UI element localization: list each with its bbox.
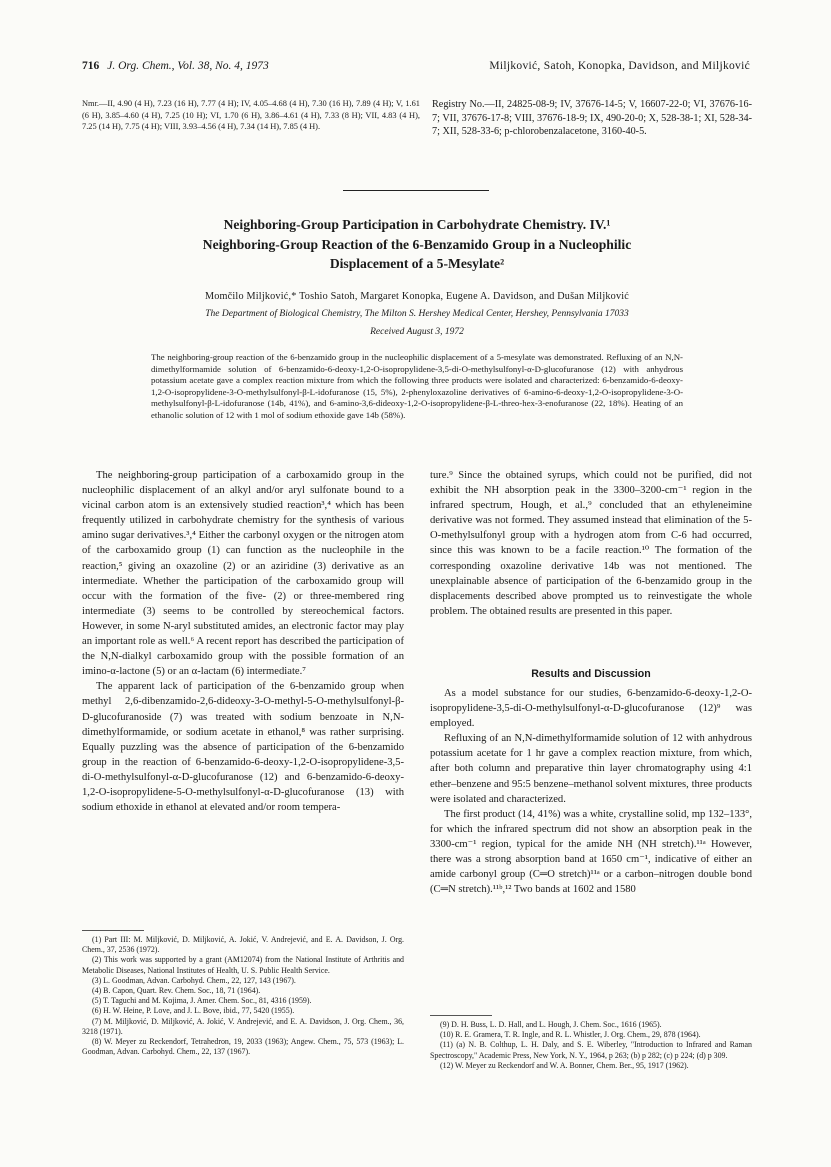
footnote: (5) T. Taguchi and M. Kojima, J. Amer. Chem. Soc., 81, 4316 (1959). bbox=[92, 996, 312, 1006]
footnote: (4) B. Capon, Quart. Rev. Chem. Soc., 18, 71 (1964). bbox=[92, 986, 261, 996]
paragraph: As a model substance for our studies, 6-benzamido-6-deoxy-1,2-O-isopropylidene-3,5-di-O-methylsulfonyl-α-D-glucofuranose (12)⁹ was employed. bbox=[430, 688, 752, 730]
running-head bbox=[82, 60, 750, 76]
footnote: (10) R. E. Gramera, T. R. Ingle, and R. L. Whistler, J. Org. Chem., 29, 878 (1964). bbox=[440, 1030, 701, 1040]
title-line-2: Neighboring-Group Reaction of the 6-Benzamido Group in a Nucleophilic bbox=[202, 236, 632, 252]
paragraph: The apparent lack of participation of the 6-benzamido group when methyl 2,6-dibenzamido-2,6-dideoxy-3-O-methyl-5-O-methylsulfonyl-β-D-glucofuranoside (7) was treated with sodium benzoate in N,N-dimethylformamide, or sodium acetate in ethanol,⁸ was rather surprising. Equally puzzling was the absence of participation of the 6-benzamido group in the reaction of 6-benzamido-6-deoxy-1,2-O-isopropylidene-3,5-di-O-methylsulfonyl-α-D-glucofuranose (12) and 6-benzamido-6-deoxy-1,2-O-isopropylidene-5-O-methylsulfonyl-α-D-glucofuranose (13) with sodium ethoxide in ethanol at elevated and/or room tempera- bbox=[82, 681, 404, 814]
paragraph: ture.⁹ Since the obtained syrups, which could not be purified, did not exhibit the NH absorption peak in the 3300–3200-cm⁻¹ region in the infrared spectrum, Hough, et al.,⁹ concluded that an ethyleneimine derivative was not formed. They assumed instead that elimination of the 5-O-methylsulfonyl group with a hydrogen atom from C-6 had occurred, since this was known to be a facile reaction.¹⁰ The formation of the corresponding oxazoline derivative 14b was not mentioned. The unexplainable absence of participation of the 6-benzamido group in the displacements described above prompted us to reinvestigate the whole problem. The obtained results are presented in this paper. bbox=[430, 470, 752, 617]
body-column-right bbox=[430, 468, 752, 619]
title-line-3: Displacement of a 5-Mesylate² bbox=[329, 256, 505, 271]
footnote: (9) D. H. Buss, L. D. Hall, and L. Hough, J. Chem. Soc., 1616 (1965). bbox=[440, 1020, 662, 1029]
abstract: The neighboring-group reaction of the 6-benzamido group in the nucleophilic displacement of a 5-mesylate was demonstrated. Refluxing of an N,N-dimethylformamide solution of 6-benzamido-6-deoxy-1,2-O-isopropylidene-3,5-di-O-methylsulfonyl-α-D-glucofuranose (12) with anhydrous potassium acetate gave a complex reaction mixture from which the following three products were isolated and characterized: 6-benzamido-6-deoxy-1,2-O-isopropylidene-3-O-methylsulfonyl-β-L-idofuranose (15, 5%), 2-phenyloxazoline derivatives of 6-amino-6-deoxy-1,2-O-isopropylidene-3-O-methylsulfonyl-β-L-idofuranose (14b, 41%), and 6-amino-3,6-dideoxy-1,2-O-isopropylidene-β-L-threo-hex-3-enofuranose (22, 18%). Heating of an ethanolic solution of 12 with 1 mol of sodium ethoxide gave 14b (58%). bbox=[151, 352, 683, 420]
nmr-data: Nmr.—II, 4.90 (4 H), 7.23 (16 H), 7.77 (4 H); IV, 4.05–4.68 (4 H), 7.30 (16 H), 7.89 (4 H); V, 1.61 (6 H), 3.85–4.60 (4 H), 7.25 (10 H); VI, 1.70 (6 H), 3.86–4.61 (4 H), 7.33 (8 H); VII, 4.83 (4 H), 7.25 (14 H), 7.75 (4 H); VIII, 3.93–4.56 (4 H), 7.34 (14 H), 7.85 (4 H). bbox=[82, 99, 420, 132]
affiliation: The Department of Biological Chemistry, The Milton S. Hershey Medical Center, Hershey, Pennsylvania 17033 bbox=[205, 309, 629, 319]
footnote: (3) L. Goodman, Advan. Carbohyd. Chem., 22, 127, 143 (1967). bbox=[92, 975, 296, 985]
journal-citation: J. Org. Chem., Vol. 38, No. 4, 1973 bbox=[107, 60, 269, 72]
author-list: Momčilo Miljković,* Toshio Satoh, Margaret Konopka, Eugene A. Davidson, and Dušan Miljković bbox=[205, 291, 629, 302]
footnote: (1) Part III: M. Miljković, D. Miljković, A. Jokić, V. Andrejević, and E. A. Davidson, J. Org. Chem., 37, 2536 (1972). bbox=[82, 935, 404, 955]
footnote: (2) This work was supported by a grant (AM12074) from the National Institute of Arthritis and Metabolic Diseases, National Institutes of Health, U. S. Public Health Service. bbox=[82, 955, 404, 975]
running-head-authors: Miljković, Satoh, Konopka, Davidson, and Miljković bbox=[489, 60, 750, 72]
footnote: (12) W. Meyer zu Reckendorf and W. A. Bonner, Chem. Ber., 95, 1917 (1962). bbox=[440, 1060, 689, 1070]
section-heading: Results and Discussion bbox=[531, 668, 651, 680]
footnote: (6) H. W. Heine, P. Love, and J. L. Bove, ibid., 77, 5420 (1955). bbox=[92, 1006, 295, 1016]
footnotes-right bbox=[430, 1020, 752, 1071]
body-column-left bbox=[82, 468, 404, 815]
paragraph: The neighboring-group participation of a carboxamido group in the nucleophilic displacement of an alkyl and/or aryl sulfonate bound to a vicinal carbon atom is an extensively studied reaction³,⁴ which has been frequently utilized in carbohydrate chemistry for the synthesis of various amino sugar derivatives.³,⁴ Either the carbonyl oxygen or the nitrogen atom of the carboxamido group (1) can function as the nucleophile in the reaction,⁵ giving an oxazoline (2) or an aziridine (3) derivative as an intermediate. Whether the participation of the carboxamido group will occur with the formation of the five- (2) or three-membered ring intermediate (3) seems to be controlled by stereochemical factors. However, in some N-aryl substituted amides, an electronic factor may play an important role as well.⁶ A recent report has described the participation of the N,N-dialkyl carboxamido group with the possible formation of an imino-α-lactone (5) or an α-lactam (6) intermediate.⁷ bbox=[82, 470, 404, 678]
footnote-divider bbox=[430, 1015, 492, 1016]
title-line-1: Neighboring-Group Participation in Carbohydrate Chemistry. IV.¹ bbox=[223, 217, 611, 232]
received-date: Received August 3, 1972 bbox=[370, 327, 464, 337]
footnote: (8) W. Meyer zu Reckendorf, Tetrahedron, 19, 2033 (1963); Angew. Chem., 75, 573 (1963); L. Goodman, Advan. Carbohyd. Chem., 22, 137 (1967). bbox=[82, 1037, 404, 1057]
paragraph: The first product (14, 41%) was a white, crystalline solid, mp 132–133°, for which the infrared spectrum did not show an absorption peak in the 3300-cm⁻¹ region, typical for the amide NH (NH stretch).¹¹ᵃ However, there was a strong absorption band at 1650 cm⁻¹, indicative of either an amide carbonyl group (C═O stretch)¹¹ᵃ or a carbon–nitrogen double bond (C═N stretch).¹¹ᵇ,¹² Two bands at 1602 and 1580 bbox=[430, 808, 752, 896]
footnote-divider bbox=[82, 930, 144, 931]
registry-numbers: Registry No.—II, 24825-08-9; IV, 37676-14-5; V, 16607-22-0; VI, 37676-16-7; VII, 37676-17-8; VIII, 37676-18-9; IX, 490-20-0; X, 528-38-1; XI, 528-34-7; XII, 528-33-6; p-chlorobenzalacetone, 3160-40-5. bbox=[432, 99, 752, 138]
paragraph: Refluxing of an N,N-dimethylformamide solution of 12 with anhydrous potassium acetate for 1 hr gave a complex reaction mixture, from which, after both column and preparative thin layer chromatography using 4:1 ether–benzene and 95:5 benzene–methanol solvent mixtures, three products were isolated and characterized. bbox=[430, 733, 752, 805]
results-section bbox=[430, 686, 752, 897]
section-divider bbox=[343, 190, 489, 191]
article-title bbox=[82, 215, 752, 274]
footnote: (11) (a) N. B. Colthup, L. H. Daly, and S. E. Wiberley, "Introduction to Infrared and Raman Spectroscopy," Academic Press, New York, N. Y., 1964, p 263; (b) p 282; (c) p 224; (d) p 309. bbox=[430, 1040, 752, 1060]
footnotes-left bbox=[82, 935, 404, 1057]
page-number: 716 bbox=[82, 60, 100, 72]
footnote: (7) M. Miljković, D. Miljković, A. Jokić, V. Andrejević, and E. A. Davidson, J. Org. Chem., 36, 3218 (1971). bbox=[82, 1016, 404, 1036]
